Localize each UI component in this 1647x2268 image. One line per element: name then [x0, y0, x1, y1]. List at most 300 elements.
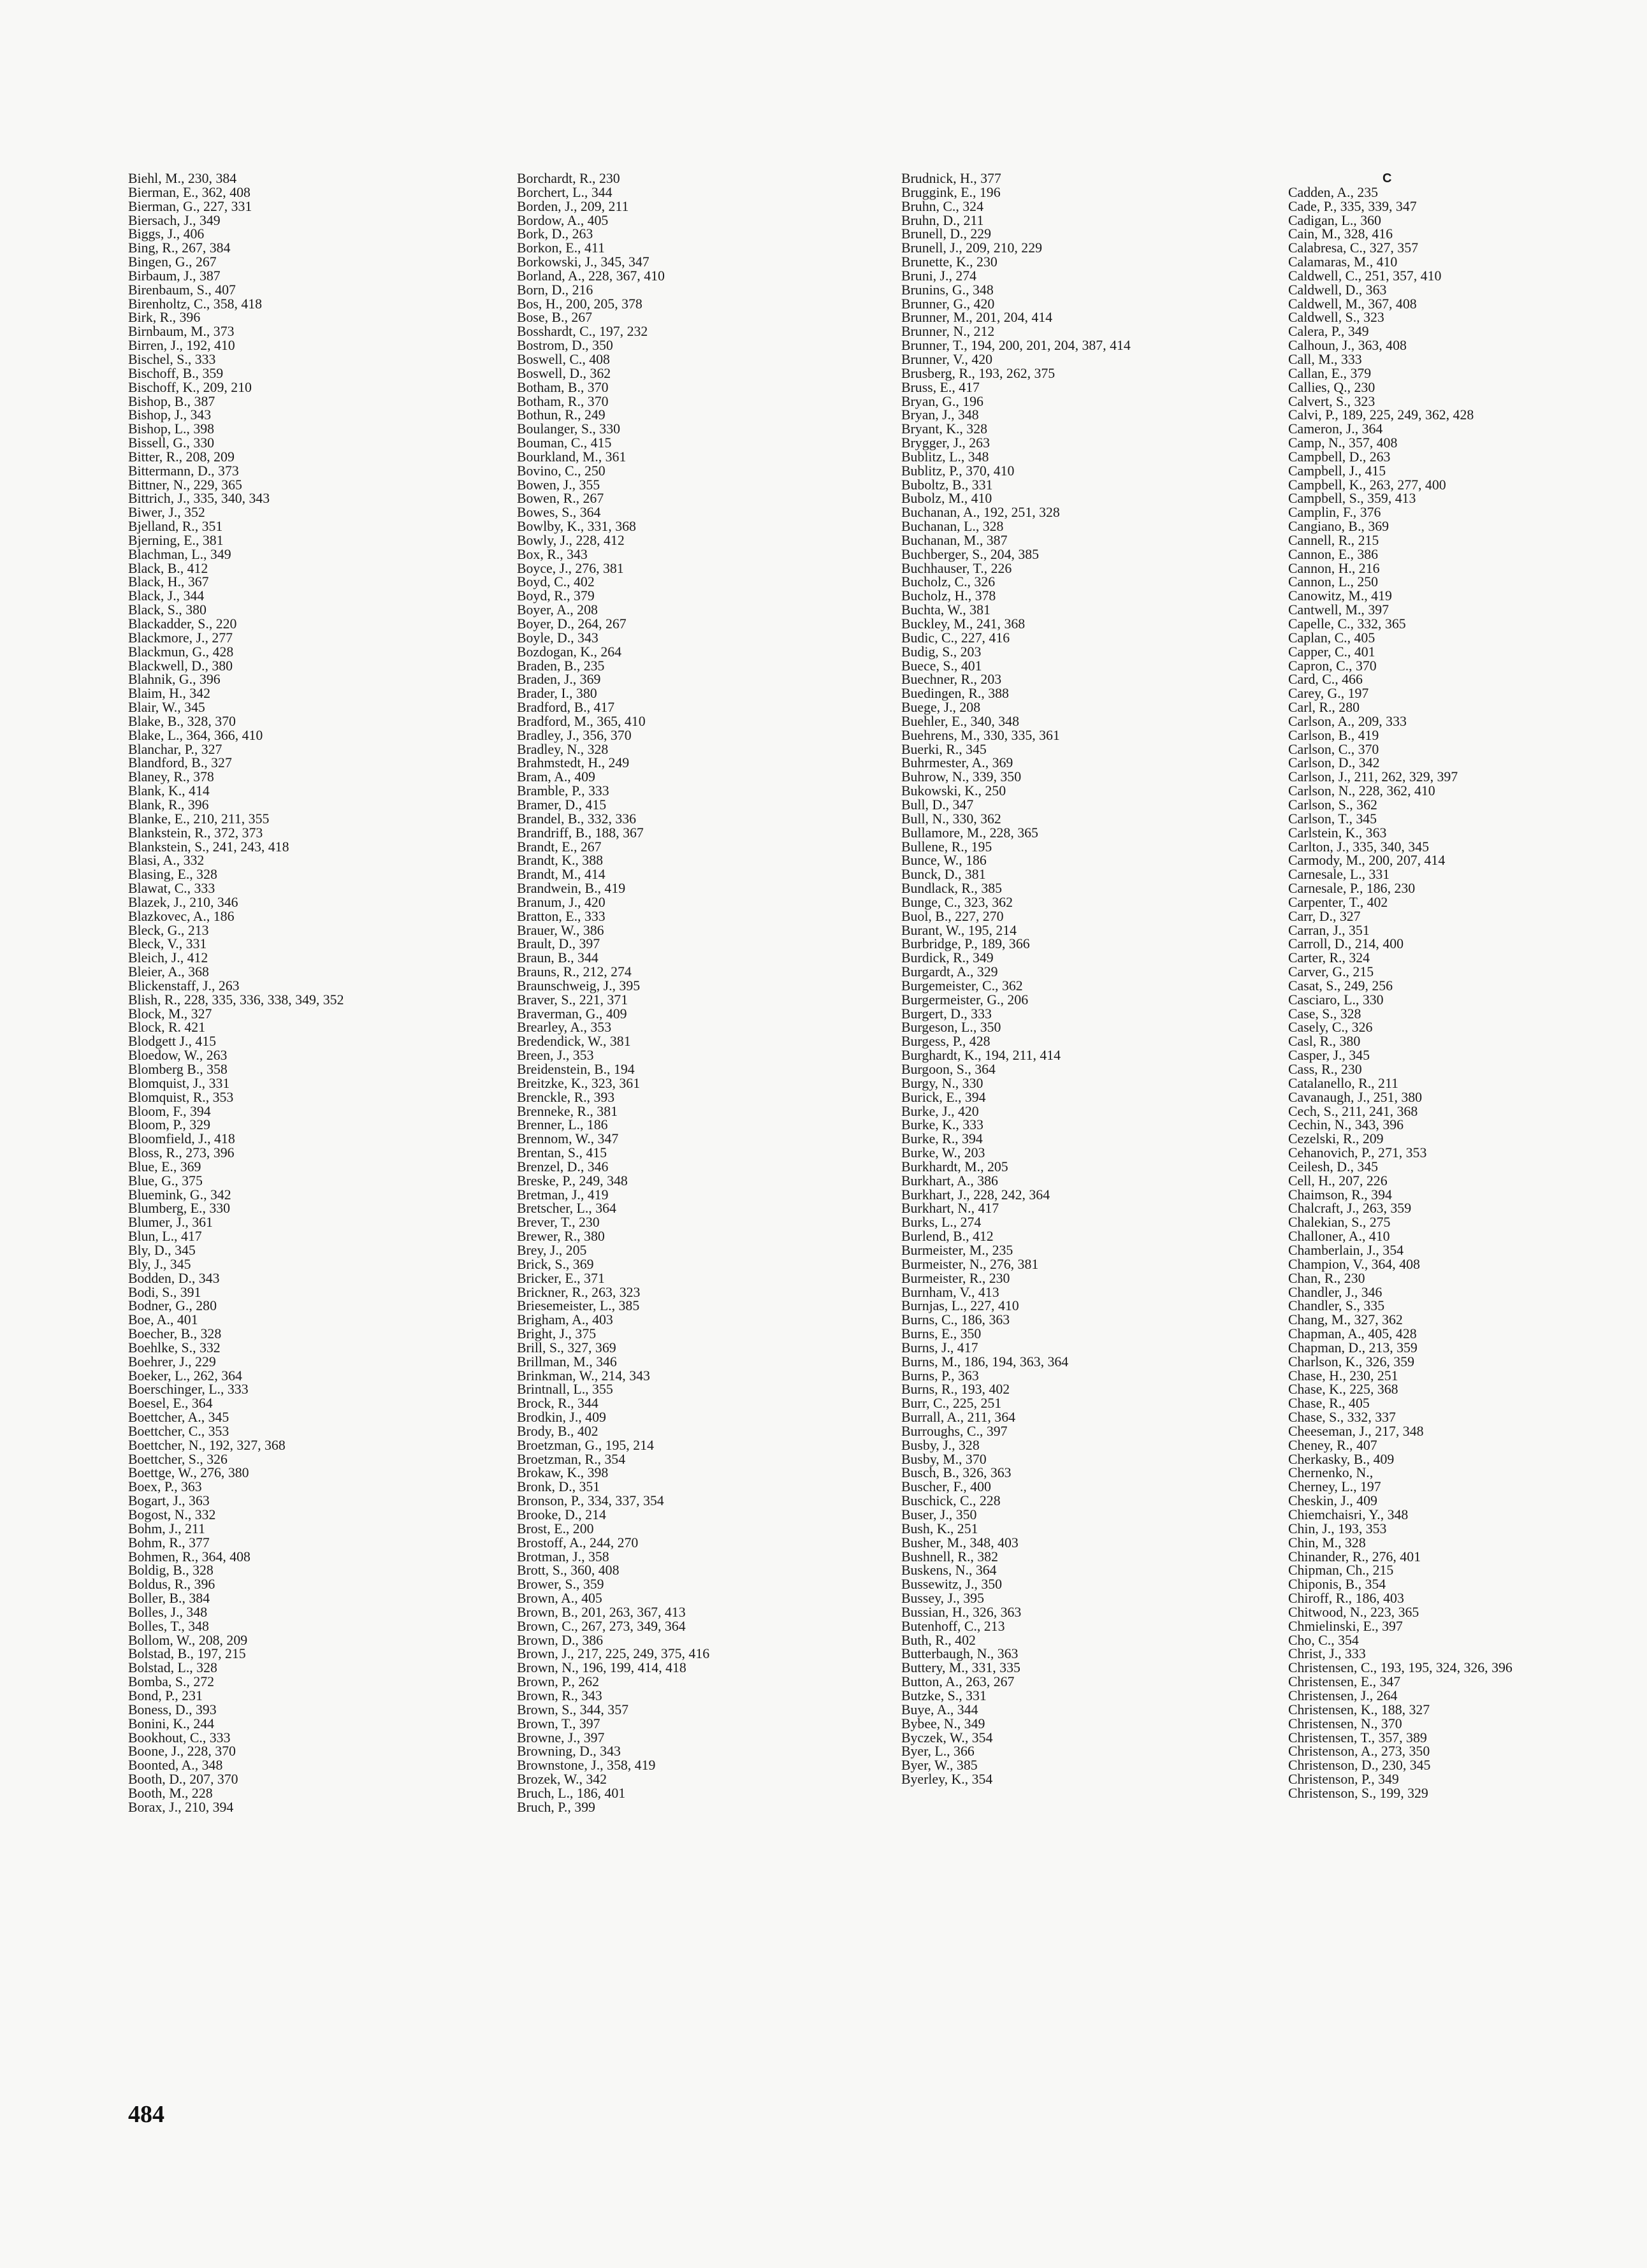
index-entry: Brost, E., 200 [517, 1520, 594, 1536]
index-entry: Bourkland, M., 361 [517, 449, 627, 465]
index-entry: Busch, B., 326, 363 [901, 1465, 1012, 1481]
index-entry: Bishop, B., 387 [128, 393, 215, 409]
index-entry: Calamaras, M., 410 [1288, 254, 1398, 270]
index-entry: Burgemeister, C., 362 [901, 978, 1023, 993]
index-entry: Birenbaum, S., 407 [128, 282, 236, 298]
index-entry: Blickenstaff, J., 263 [128, 978, 240, 993]
index-entry: Blaim, H., 342 [128, 686, 210, 702]
index-entry: Boller, B., 384 [128, 1591, 210, 1607]
index-entry: Burns, P., 363 [901, 1368, 979, 1383]
index-entry: Boyd, C., 402 [517, 574, 595, 590]
index-entry: Blasi, A., 332 [128, 853, 205, 869]
index-entry: Campbell, D., 263 [1288, 449, 1391, 465]
index-column-4 [1288, 172, 1645, 1801]
index-entry: Bjelland, R., 351 [128, 519, 223, 535]
index-entry: Brownstone, J., 358, 419 [517, 1758, 656, 1773]
index-entry: Brown, J., 217, 225, 249, 375, 416 [517, 1646, 710, 1662]
index-entry: Boulanger, S., 330 [517, 421, 620, 437]
index-entry: Carlson, B., 419 [1288, 727, 1379, 743]
index-entry: Bomba, S., 272 [128, 1674, 215, 1690]
index-entry: Blackadder, S., 220 [128, 616, 237, 632]
index-entry: Bruch, P., 399 [517, 1799, 595, 1815]
index-entry: Christensen, T., 357, 389 [1288, 1730, 1427, 1745]
index-entry: Camplin, F., 376 [1288, 505, 1381, 521]
index-entry: Cheskin, J., 409 [1288, 1493, 1377, 1509]
index-entry: Burr, C., 225, 251 [901, 1396, 1002, 1412]
index-entry: Chapman, D., 213, 359 [1288, 1340, 1418, 1355]
index-entry: Chalekian, S., 275 [1288, 1215, 1391, 1231]
index-entry: Brunette, K., 230 [901, 254, 998, 270]
index-entry: Burkhart, J., 228, 242, 364 [901, 1187, 1050, 1203]
index-entry: Bloedow, W., 263 [128, 1048, 228, 1064]
index-entry: Chitwood, N., 223, 365 [1288, 1604, 1419, 1620]
index-entry: Braver, S., 221, 371 [517, 992, 628, 1008]
index-entry: Cantwell, M., 397 [1288, 602, 1389, 618]
index-entry: Carpenter, T., 402 [1288, 894, 1388, 910]
index-entry: Boehlke, S., 332 [128, 1340, 221, 1355]
index-entry: Bronson, P., 334, 337, 354 [517, 1493, 664, 1509]
index-entry: Burgert, D., 333 [901, 1006, 992, 1022]
index-entry: Bryan, G., 196 [901, 393, 983, 409]
index-entry: Burgermeister, G., 206 [901, 992, 1029, 1008]
index-entry: Brown, N., 196, 199, 414, 418 [517, 1660, 686, 1676]
index-entry: Bovino, C., 250 [517, 463, 606, 479]
index-entry: Botham, B., 370 [517, 379, 609, 395]
index-entry: Burgardt, A., 329 [901, 964, 998, 980]
index-entry: Brusberg, R., 193, 262, 375 [901, 365, 1056, 381]
index-entry: Brown, A., 405 [517, 1591, 602, 1607]
index-entry: Brahmstedt, H., 249 [517, 755, 630, 771]
index-entry: Buser, J., 350 [901, 1507, 977, 1522]
index-entry: Boerschinger, L., 333 [128, 1382, 249, 1398]
index-entry: Broetzman, G., 195, 214 [517, 1437, 654, 1453]
index-entry: Brandt, E., 267 [517, 839, 602, 855]
index-entry: Chaimson, R., 394 [1288, 1187, 1392, 1203]
index-entry: Budic, C., 227, 416 [901, 630, 1010, 646]
index-entry: Boswell, D., 362 [517, 365, 611, 381]
index-entry: Caldwell, D., 363 [1288, 282, 1387, 298]
index-entry: Calabresa, C., 327, 357 [1288, 240, 1419, 256]
index-entry: Cherkasky, B., 409 [1288, 1451, 1395, 1467]
index-entry: Brandel, B., 332, 336 [517, 811, 637, 827]
index-entry: Brock, R., 344 [517, 1396, 599, 1412]
index-entry: Bybee, N., 349 [901, 1715, 985, 1731]
index-entry: Capron, C., 370 [1288, 658, 1377, 674]
index-entry: Blackmore, J., 277 [128, 630, 233, 646]
index-entry: Block, M., 327 [128, 1006, 212, 1022]
index-entry: Caldwell, M., 367, 408 [1288, 296, 1417, 312]
index-entry: Burns, M., 186, 194, 363, 364 [901, 1354, 1069, 1369]
index-entry: Burant, W., 195, 214 [901, 922, 1017, 938]
index-entry: Cass, R., 230 [1288, 1062, 1362, 1077]
index-entry: Cannell, R., 215 [1288, 532, 1379, 548]
index-entry: Bjerning, E., 381 [128, 532, 224, 548]
index-entry: Buscher, F., 400 [901, 1479, 991, 1495]
index-entry: Burkhart, A., 386 [901, 1173, 998, 1188]
index-entry: Busby, J., 328 [901, 1437, 980, 1453]
index-entry: Birenholtz, C., 358, 418 [128, 296, 263, 312]
index-entry: Brenckle, R., 393 [517, 1089, 615, 1105]
index-entry: Bretman, J., 419 [517, 1187, 609, 1203]
index-entry: Bodden, D., 343 [128, 1270, 220, 1286]
index-entry: Chase, H., 230, 251 [1288, 1368, 1398, 1383]
index-entry: Burrall, A., 211, 364 [901, 1410, 1016, 1426]
index-entry: Bly, J., 345 [128, 1256, 191, 1272]
index-entry: Bussewitz, J., 350 [901, 1577, 1003, 1593]
index-entry: Caplan, C., 405 [1288, 630, 1375, 646]
index-entry: Bittrich, J., 335, 340, 343 [128, 491, 270, 507]
index-entry: Byczek, W., 354 [901, 1730, 993, 1745]
index-entry: Blackwell, D., 380 [128, 658, 233, 674]
index-entry: Breidenstein, B., 194 [517, 1062, 635, 1077]
index-entry: Buechner, R., 203 [901, 672, 1002, 688]
index-entry: Carnesale, L., 331 [1288, 867, 1390, 883]
index-entry: Bryan, J., 348 [901, 407, 979, 423]
index-entry: Borchert, L., 344 [517, 184, 613, 200]
index-entry: Blackmun, G., 428 [128, 644, 234, 660]
index-entry: Borden, J., 209, 211 [517, 198, 629, 214]
index-entry: Bruhn, C., 324 [901, 198, 983, 214]
index-entry: Bubolz, M., 410 [901, 491, 992, 507]
index-entry: Blumer, J., 361 [128, 1215, 213, 1231]
index-entry: Burnjas, L., 227, 410 [901, 1298, 1019, 1314]
index-entry: Brodkin, J., 409 [517, 1410, 606, 1426]
index-entry: Bradley, N., 328 [517, 741, 609, 757]
index-entry: Brewer, R., 380 [517, 1229, 605, 1245]
index-entry: Braverman, G., 409 [517, 1006, 627, 1022]
index-entry: Bullene, R., 195 [901, 839, 992, 855]
index-entry: Christenson, A., 273, 350 [1288, 1744, 1430, 1759]
index-entry: Canowitz, M., 419 [1288, 588, 1392, 604]
index-entry: Christensen, E., 347 [1288, 1674, 1401, 1690]
index-entry: Bowen, R., 267 [517, 491, 604, 507]
index-entry: Borland, A., 228, 367, 410 [517, 268, 665, 284]
index-entry: Bussian, H., 326, 363 [901, 1604, 1022, 1620]
index-entry: Chinander, R., 276, 401 [1288, 1549, 1421, 1564]
index-entry: Bluemink, G., 342 [128, 1187, 231, 1203]
index-entry: Boyce, J., 276, 381 [517, 560, 624, 576]
index-entry: Ceilesh, D., 345 [1288, 1159, 1379, 1174]
index-entry: Burns, E., 350 [901, 1326, 982, 1342]
index-entry: Carter, R., 324 [1288, 950, 1370, 966]
index-entry: Braunschweig, J., 395 [517, 978, 641, 993]
index-entry: Chiemchaisri, Y., 348 [1288, 1507, 1409, 1522]
index-entry: Bitter, R., 208, 209 [128, 449, 235, 465]
index-entry: Brauns, R., 212, 274 [517, 964, 632, 980]
index-entry: Bullamore, M., 228, 365 [901, 825, 1038, 841]
index-entry: Boldig, B., 328 [128, 1563, 214, 1578]
index-entry: Black, S., 380 [128, 602, 207, 618]
index-entry: Brunins, G., 348 [901, 282, 994, 298]
index-entry: Bing, R., 267, 384 [128, 240, 231, 256]
index-entry: Capelle, C., 332, 365 [1288, 616, 1406, 632]
index-entry: Blue, E., 369 [128, 1159, 201, 1174]
index-entry: Brown, B., 201, 263, 367, 413 [517, 1604, 686, 1620]
index-entry: Campbell, S., 359, 413 [1288, 491, 1416, 507]
index-entry: Chin, J., 193, 353 [1288, 1520, 1387, 1536]
index-entry: Brott, S., 360, 408 [517, 1563, 620, 1578]
index-entry: Bostrom, D., 350 [517, 338, 613, 354]
index-entry: Burke, W., 203 [901, 1145, 985, 1161]
index-entry: Brenner, L., 186 [517, 1117, 608, 1133]
index-entry: Buchhauser, T., 226 [901, 560, 1012, 576]
index-entry: Brunner, T., 194, 200, 201, 204, 387, 414 [901, 338, 1131, 354]
index-entry: Boettcher, S., 326 [128, 1451, 228, 1467]
index-entry: Boecher, B., 328 [128, 1326, 222, 1342]
index-entry: Blaney, R., 378 [128, 769, 214, 785]
index-entry: Brever, T., 230 [517, 1215, 600, 1231]
index-entry: Busby, M., 370 [901, 1451, 987, 1467]
index-entry: Breske, P., 249, 348 [517, 1173, 628, 1188]
index-entry: Boettcher, N., 192, 327, 368 [128, 1437, 286, 1453]
index-entry: Case, S., 328 [1288, 1006, 1361, 1022]
index-entry: Call, M., 333 [1288, 351, 1362, 367]
index-entry: Casl, R., 380 [1288, 1034, 1361, 1050]
index-entry: Camp, N., 357, 408 [1288, 435, 1398, 451]
index-entry: Bischoff, K., 209, 210 [128, 379, 252, 395]
index-entry: Boex, P., 363 [128, 1479, 202, 1495]
index-entry: Champion, V., 364, 408 [1288, 1256, 1420, 1272]
index-entry: Cannon, E., 386 [1288, 546, 1379, 562]
index-entry: Botham, R., 370 [517, 393, 609, 409]
index-entry: Bruni, J., 274 [901, 268, 977, 284]
index-column-2 [517, 172, 874, 1815]
index-entry: Burdick, R., 349 [901, 950, 994, 966]
index-entry: Buth, R., 402 [901, 1632, 976, 1648]
index-entry: Brauer, W., 386 [517, 922, 604, 938]
index-entry: Borkon, E., 411 [517, 240, 605, 256]
index-entry: Bramble, P., 333 [517, 783, 609, 799]
index-entry: Bradley, J., 356, 370 [517, 727, 632, 743]
index-entry: Cherney, L., 197 [1288, 1479, 1381, 1495]
index-entry: Bly, D., 345 [128, 1242, 196, 1258]
index-entry: Cheney, R., 407 [1288, 1437, 1377, 1453]
index-entry: Braden, B., 235 [517, 658, 605, 674]
index-entry: Brinkman, W., 214, 343 [517, 1368, 650, 1383]
index-entry: Cehanovich, P., 271, 353 [1288, 1145, 1427, 1161]
index-entry: Buchberger, S., 204, 385 [901, 546, 1040, 562]
index-entry: Cavanaugh, J., 251, 380 [1288, 1089, 1423, 1105]
index-entry: Chan, R., 230 [1288, 1270, 1365, 1286]
index-entry: Burmeister, R., 230 [901, 1270, 1010, 1286]
index-entry: Burmeister, N., 276, 381 [901, 1256, 1039, 1272]
index-entry: Boyd, R., 379 [517, 588, 595, 604]
index-entry: Bogost, N., 332 [128, 1507, 216, 1522]
index-entry: Bright, J., 375 [517, 1326, 597, 1342]
index-entry: Buchta, W., 381 [901, 602, 990, 618]
index-entry: Bolstad, L., 328 [128, 1660, 217, 1676]
index-entry: Burns, C., 186, 363 [901, 1312, 1010, 1328]
index-entry: Bohmen, R., 364, 408 [128, 1549, 250, 1564]
index-entry: Budig, S., 203 [901, 644, 982, 660]
index-entry: Cannon, L., 250 [1288, 574, 1379, 590]
index-entry: Brenzel, D., 346 [517, 1159, 609, 1174]
index-entry: Boe, A., 401 [128, 1312, 198, 1328]
index-entry: Bunck, D., 381 [901, 867, 986, 883]
index-entry: Byerley, K., 354 [901, 1772, 993, 1787]
index-entry: Bohm, R., 377 [128, 1535, 210, 1550]
index-entry: Blahnik, G., 396 [128, 672, 221, 688]
index-entry: Boness, D., 393 [128, 1701, 217, 1717]
index-entry: Chernenko, N., [1288, 1465, 1374, 1481]
index-entry: Buchanan, M., 387 [901, 532, 1008, 548]
index-entry: Boyer, D., 264, 267 [517, 616, 627, 632]
index-entry: Chase, S., 332, 337 [1288, 1410, 1396, 1426]
index-entry: Cade, P., 335, 339, 347 [1288, 198, 1417, 214]
index-entry: Blasing, E., 328 [128, 867, 217, 883]
index-entry: Burgeson, L., 350 [901, 1020, 1001, 1036]
index-entry: Cain, M., 328, 416 [1288, 226, 1393, 242]
index-entry: Capper, C., 401 [1288, 644, 1375, 660]
index-entry: Brudnick, H., 377 [901, 172, 1001, 186]
index-entry: Borkowski, J., 345, 347 [517, 254, 649, 270]
index-entry: Brandt, M., 414 [517, 867, 606, 883]
index-entry: Blumberg, E., 330 [128, 1201, 231, 1217]
index-entry: Buehler, E., 340, 348 [901, 713, 1019, 729]
index-entry: Blank, R., 396 [128, 797, 209, 813]
index-entry: Bingen, G., 267 [128, 254, 217, 270]
index-entry: Burghardt, K., 194, 211, 414 [901, 1048, 1061, 1064]
index-entry: Cheeseman, J., 217, 348 [1288, 1423, 1424, 1439]
index-entry: Cechin, N., 343, 396 [1288, 1117, 1404, 1133]
index-entry: Boswell, C., 408 [517, 351, 610, 367]
index-entry: Challoner, A., 410 [1288, 1229, 1390, 1245]
index-entry: Campbell, K., 263, 277, 400 [1288, 477, 1446, 493]
index-entry: Birk, R., 396 [128, 310, 201, 326]
index-entry: Black, H., 367 [128, 574, 209, 590]
index-entry: Brandt, K., 388 [517, 853, 604, 869]
index-entry: Carlson, T., 345 [1288, 811, 1377, 827]
index-entry: Cell, H., 207, 226 [1288, 1173, 1388, 1188]
index-entry: Chamberlain, J., 354 [1288, 1242, 1404, 1258]
index-entry: Biersach, J., 349 [128, 212, 221, 228]
index-entry: Bushnell, R., 382 [901, 1549, 998, 1564]
index-entry: Cezelski, R., 209 [1288, 1131, 1384, 1147]
index-entry: Brozek, W., 342 [517, 1772, 607, 1788]
index-entry: Bruggink, E., 196 [901, 184, 1001, 200]
index-entry: Black, J., 344 [128, 588, 205, 604]
index-entry: Buchanan, A., 192, 251, 328 [901, 505, 1060, 521]
index-entry: Burgoon, S., 364 [901, 1062, 996, 1077]
index-entry: Cadden, A., 235 [1288, 184, 1379, 200]
index-entry: Brearley, A., 353 [517, 1020, 612, 1036]
index-entry: Carnesale, P., 186, 230 [1288, 881, 1416, 897]
index-entry: Burke, K., 333 [901, 1117, 983, 1133]
index-entry: Christensen, N., 370 [1288, 1715, 1402, 1731]
index-entry: Bussey, J., 395 [901, 1591, 984, 1607]
index-entry: Bublitz, P., 370, 410 [901, 463, 1015, 479]
index-column-3 [901, 172, 1258, 1787]
index-entry: Boone, J., 228, 370 [128, 1744, 236, 1759]
index-entry: Byer, W., 385 [901, 1758, 978, 1773]
index-entry: Brandwein, B., 419 [517, 881, 626, 897]
index-entry: Boyle, D., 343 [517, 630, 599, 646]
index-entry: Card, C., 466 [1288, 672, 1363, 688]
index-entry: Breen, J., 353 [517, 1048, 594, 1064]
index-entry: Boehrer, J., 229 [128, 1354, 216, 1369]
index-entry: Branum, J., 420 [517, 894, 606, 910]
section-letter-heading: C [1382, 172, 1392, 185]
index-entry: Bowly, J., 228, 412 [517, 532, 625, 548]
index-entry: Chalcraft, J., 263, 359 [1288, 1201, 1412, 1217]
index-entry: Brokaw, K., 398 [517, 1465, 609, 1481]
index-entry: Block, R. 421 [128, 1020, 206, 1036]
index-entry: Bucholz, C., 326 [901, 574, 996, 590]
index-entry: Bischel, S., 333 [128, 351, 216, 367]
index-entry: Cameron, J., 364 [1288, 421, 1383, 437]
index-entry: Burick, E., 394 [901, 1089, 986, 1105]
index-entry: Blankstein, S., 241, 243, 418 [128, 839, 289, 855]
index-entry: Braun, B., 344 [517, 950, 599, 966]
index-entry: Black, B., 412 [128, 560, 208, 576]
index-entry: Blair, W., 345 [128, 700, 205, 716]
index-entry: Burgy, N., 330 [901, 1075, 983, 1091]
index-entry: Blake, L., 364, 366, 410 [128, 727, 263, 743]
index-entry: Blanke, E., 210, 211, 355 [128, 811, 270, 827]
index-entry: Bosshardt, C., 197, 232 [517, 324, 648, 340]
index-entry: Busher, M., 348, 403 [901, 1535, 1019, 1550]
index-entry: Calvi, P., 189, 225, 249, 362, 428 [1288, 407, 1474, 423]
index-entry: Buhrow, N., 339, 350 [901, 769, 1022, 785]
index-entry: Bork, D., 263 [517, 226, 593, 242]
index-entry: Buerki, R., 345 [901, 741, 987, 757]
index-entry: Bonini, K., 244 [128, 1715, 215, 1731]
index-entry: Burgess, P., 428 [901, 1034, 990, 1050]
index-entry: Burbridge, P., 189, 366 [901, 936, 1030, 952]
index-entry: Brenneke, R., 381 [517, 1103, 618, 1119]
index-entry: Bundlack, R., 385 [901, 881, 1003, 897]
index-entry: Bloss, R., 273, 396 [128, 1145, 235, 1161]
index-entry: Blandford, B., 327 [128, 755, 232, 771]
index-entry: Brown, T., 397 [517, 1715, 600, 1731]
index-entry: Blun, L., 417 [128, 1229, 202, 1245]
index-entry: Brown, D., 386 [517, 1632, 604, 1648]
index-entry: Bucholz, H., 378 [901, 588, 996, 604]
index-entry: Casat, S., 249, 256 [1288, 978, 1393, 993]
index-entry: Buece, S., 401 [901, 658, 982, 674]
index-entry: Carlson, N., 228, 362, 410 [1288, 783, 1435, 799]
index-entry: Cannon, H., 216 [1288, 560, 1380, 576]
index-entry: Bowen, J., 355 [517, 477, 600, 493]
index-entry: Carlson, D., 342 [1288, 755, 1380, 771]
index-entry: Briesemeister, L., 385 [517, 1298, 640, 1314]
index-entry: Brader, I., 380 [517, 686, 597, 702]
index-entry: Biwer, J., 352 [128, 505, 205, 521]
index-entry: Brill, S., 327, 369 [517, 1340, 616, 1355]
index-entry: Bukowski, K., 250 [901, 783, 1006, 799]
index-entry: Bricker, E., 371 [517, 1270, 605, 1286]
index-entry: Bollom, W., 208, 209 [128, 1632, 248, 1648]
index-entry: Bodner, G., 280 [128, 1298, 217, 1314]
index-entry: Bolles, J., 348 [128, 1604, 208, 1620]
index-entry: Brentan, S., 415 [517, 1145, 607, 1161]
index-entry: Chipman, Ch., 215 [1288, 1563, 1394, 1578]
index-entry: Buttery, M., 331, 335 [901, 1660, 1020, 1676]
index-entry: Brown, P., 262 [517, 1674, 599, 1690]
index-entry: Brostoff, A., 244, 270 [517, 1535, 639, 1550]
index-entry: Chase, R., 405 [1288, 1396, 1370, 1412]
index-entry: Callies, Q., 230 [1288, 379, 1375, 395]
index-entry: Buedingen, R., 388 [901, 686, 1009, 702]
index-entry: Bos, H., 200, 205, 378 [517, 296, 642, 312]
index-entry: Boettcher, C., 353 [128, 1423, 229, 1439]
index-entry: Brandriff, B., 188, 367 [517, 825, 644, 841]
index-entry: Button, A., 263, 267 [901, 1674, 1015, 1690]
index-entry: Chang, M., 327, 362 [1288, 1312, 1403, 1328]
index-entry: Buege, J., 208 [901, 700, 981, 716]
index-entry: Brody, B., 402 [517, 1423, 599, 1439]
index-entry: Blanchar, P., 327 [128, 741, 222, 757]
